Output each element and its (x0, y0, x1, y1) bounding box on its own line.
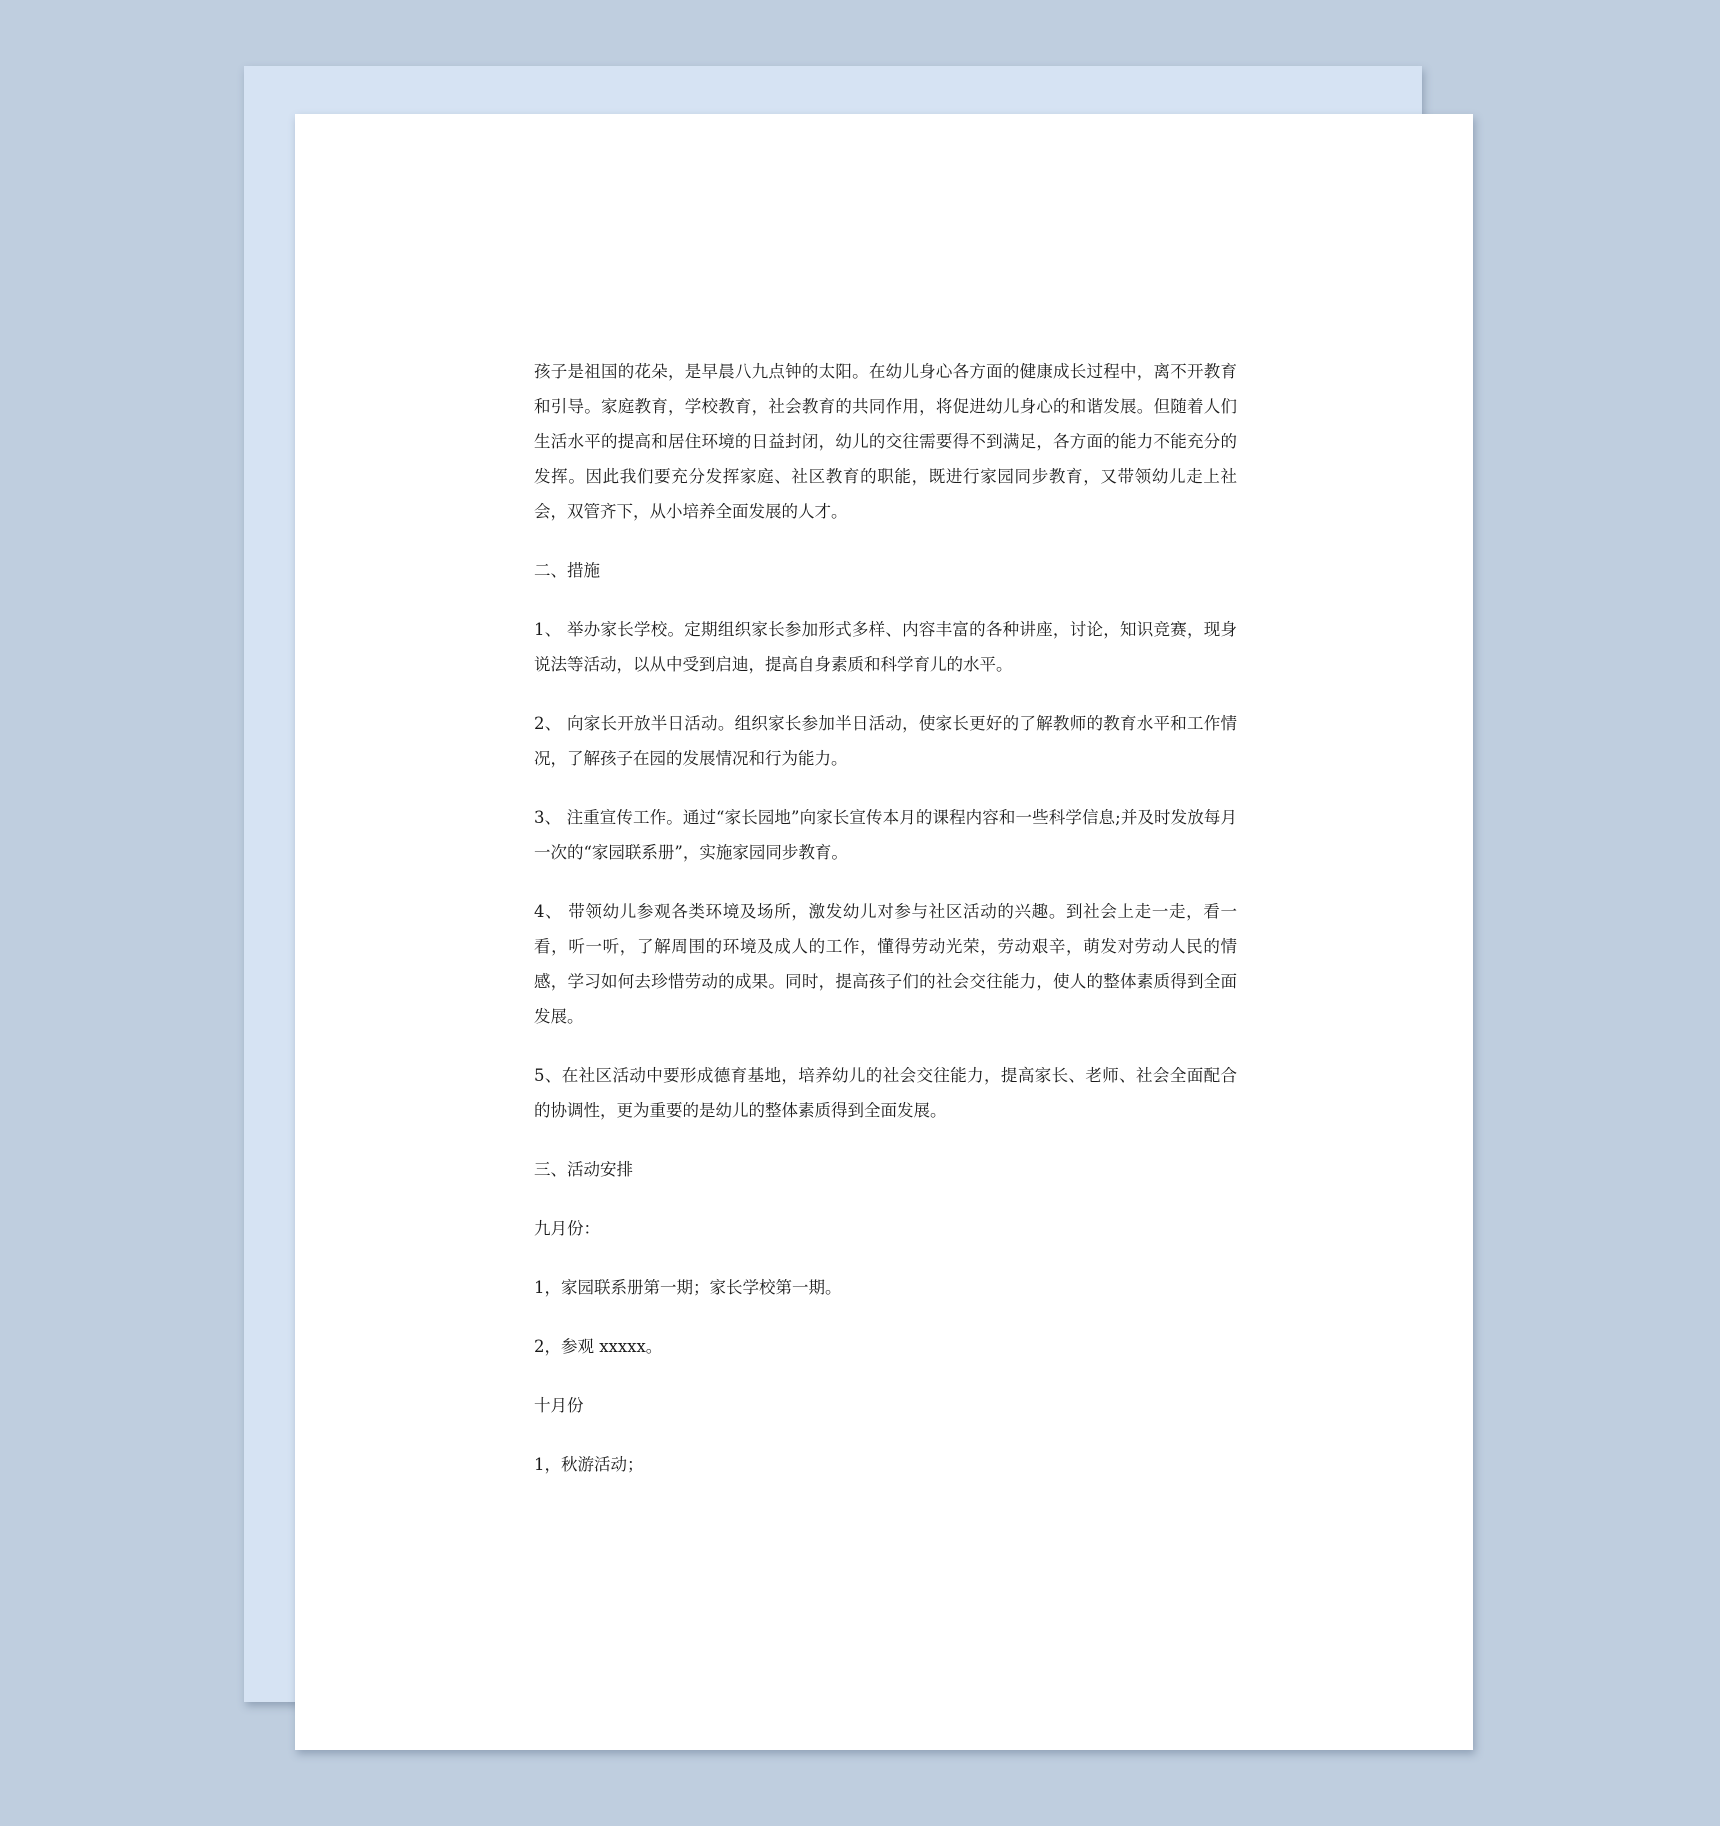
measure-item-2: 2、 向家长开放半日活动。组织家长参加半日活动，使家长更好的了解教师的教育水平和工作情况，了解孩子在园的发展情况和行为能力。 (534, 714, 1237, 768)
month-heading-september: 九月份： (534, 1219, 600, 1238)
document-page (295, 114, 1473, 1750)
section-heading-schedule: 三、活动安排 (534, 1160, 633, 1179)
measure-item-5: 5、在社区活动中要形成德育基地，培养幼儿的社会交往能力，提高家长、老师、社会全面配合的协调性，更为重要的是幼儿的整体素质得到全面发展。 (534, 1066, 1237, 1120)
measure-item-1: 1、 举办家长学校。定期组织家长参加形式多样、内容丰富的各种讲座，讨论，知识竞赛，现身说法等活动，以从中受到启迪，提高自身素质和科学育儿的水平。 (534, 620, 1237, 674)
month-heading-october: 十月份 (534, 1396, 584, 1415)
document-body (534, 354, 1237, 1506)
intro-paragraph: 孩子是祖国的花朵，是早晨八九点钟的太阳。在幼儿身心各方面的健康成长过程中，离不开教育和引导。家庭教育，学校教育，社会教育的共同作用，将促进幼儿身心的和谐发展。但随着人们生活水平的提高和居住环境的日益封闭，幼儿的交往需要得不到满足，各方面的能力不能充分的发挥。因此我们要充分发挥家庭、社区教育的职能，既进行家园同步教育，又带领幼儿走上社会，双管齐下，从小培养全面发展的人才。 (534, 362, 1237, 521)
september-item-1: 1，家园联系册第一期；家长学校第一期。 (534, 1278, 842, 1297)
september-item-2: 2，参观 xxxxx。 (534, 1337, 663, 1356)
measure-item-4: 4、 带领幼儿参观各类环境及场所，激发幼儿对参与社区活动的兴趣。到社会上走一走，看一看，听一听，了解周围的环境及成人的工作，懂得劳动光荣，劳动艰辛，萌发对劳动人民的情感，学习如何去珍惜劳动的成果。同时，提高孩子们的社会交往能力，使人的整体素质得到全面发展。 (534, 902, 1237, 1026)
october-item-1: 1，秋游活动； (534, 1455, 644, 1474)
measure-item-3: 3、 注重宣传工作。通过“家长园地”向家长宣传本月的课程内容和一些科学信息;并及时发放每月一次的“家园联系册”，实施家园同步教育。 (534, 808, 1237, 862)
section-heading-measures: 二、措施 (534, 561, 600, 580)
